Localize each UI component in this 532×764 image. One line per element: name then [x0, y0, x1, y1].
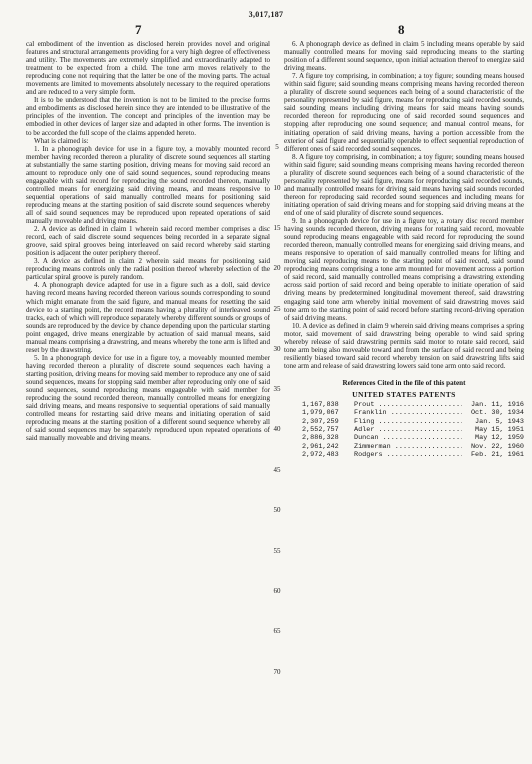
claim-2: 2. A device as defined in claim 1 wherein said record member comprises a disc record, each of said discrete sound sequences being recorded in a separate signal groove, said spiral grooves being interleaved on said record whereby said starting position is adjacent the outer periphery thereof.: [26, 225, 270, 258]
claim-5: 5. In a phonograph device for use in a figure toy, a moveably mounted member having recorded thereon a plurality of discrete sound sequences each having a starting position, driving means for moving said member to reproduce any one of said sound sequences, means for stopping said member after reproducing only one of said sound sequences, sound reproducing means engageable with said member for reproducing the sound recorded thereon, manually controlled means for energizing said driving means, and means responsive to sequential operations of said manually controlled means for restarting said drive means and initiating operation of said reproducing means at the starting position of a different sound sequence whereby all of said sound sequences may be separately reproduced upon repeated operations of said manually moveable and driving means.: [26, 353, 270, 443]
line-number: 25: [273, 305, 281, 313]
inventor-name: Prout .....: [354, 401, 462, 409]
patent-number-cell: 1,979,067: [302, 409, 339, 418]
patent-number-cell: 2,552,757: [302, 425, 339, 434]
claim-3: 3. A device as defined in claim 2 wherein said means for positioning said reproducing means controls only the radial position thereof whereby selection of the particular spiral groove is purely random.: [26, 257, 270, 282]
line-number: 60: [273, 587, 281, 595]
line-number: 50: [273, 506, 281, 514]
patent-number: 3,017,187: [248, 10, 284, 19]
line-number: 30: [273, 345, 281, 353]
line-number: 35: [273, 385, 281, 393]
line-number: 15: [273, 224, 281, 232]
patent-citation-row: [284, 434, 524, 442]
patent-number-cell: 2,972,483: [302, 450, 339, 459]
inventor-name: Franklin .....: [354, 409, 462, 417]
claim-1: 1. In a phonograph device for use in a figure toy, a movably mounted record member having recorded thereon a plurality of discrete sound sequences all starting at substantially the same starting position, driving means for moving said record an amount to reproduce only one of said sound sequences, sound reproducing means engageable with said record for reproducing the sound recorded thereon, manually controlled means for energizing said driving means, and means responsive to sequential operations of said manually controlled means for positioning said reproducing means at the starting position of said discrete sound sequences whereby all of said sound sequences may be reproduced upon repeated operations of said manually moveable and driving means.: [26, 144, 270, 226]
inventor-name: Zimmerman .....: [354, 443, 462, 451]
line-number: 5: [275, 143, 279, 151]
patent-number-cell: 2,886,328: [302, 434, 339, 443]
patent-citation-row: [284, 426, 524, 434]
line-number: 10: [273, 184, 281, 192]
inventor-name: Adler .....: [354, 426, 462, 434]
patent-citation-row: [284, 451, 524, 459]
line-number: 65: [273, 627, 281, 635]
paragraph: It is to be understood that the invention is not to be limited to the precise forms and embodiments as disclosed herein since they are intended to be illustrative of the principles of the invention. The concept and principles of the invention may be embodied in other devices of larger size and adapted in other forms. The invention is to be accorded the full scope of the claims appended hereto.: [26, 96, 270, 137]
patent-date: May 15, 1951: [475, 425, 524, 434]
inventor-name: Rodgers .....: [354, 451, 462, 459]
claim-8: 8. A figure toy comprising, in combination; a toy figure; sounding means housed within said figure; said sounding means comprising means having recorded thereon a plurality of discrete sound sequences each being of a sound characteristic of the personality represented by said figure, means for reproducing said recorded sounds, and manually controlled means for driving said means having said sounds recorded thereon for reproducing said recorded sound sequences and including means for initiating operation of said driving means and for stopping said driving means at the end of one of said plurality of discrete sound sequences.: [284, 152, 524, 217]
patent-date: May 12, 1959: [475, 434, 524, 443]
patent-citation-row: [284, 409, 524, 417]
claim-7: 7. A figure toy comprising, in combination; a toy figure; sounding means housed within said figure; said sounding means comprising means having recorded thereon a plurality of discrete sound sequences each being of a sound characteristic of the personality represented by said figure, means for reproducing said recorded sounds, said sounding means including driving means for said means having sounds recorded thereon for reproducing one of said recorded sound sequences and stopping after reproducing one sound sequence; and manual control means, for initiating operation of said driving means, having a portion accessible from the exterior of said figure and sequentially operable to effect sequential reproduction of different ones of said recorded sound sequences.: [284, 72, 524, 153]
line-number: 55: [273, 547, 281, 555]
claim-4: 4. A phonograph device adapted for use in a figure such as a doll, said device having record means having recorded thereon various sounds corresponding to sound which might emanate from the said figure, and manual means for resetting the said device to a starting point, the record means having a plurality of interleaved sound tracks, each of which will reproduce separately whereby different sounds or groups of sounds are reproduced by the device by chance depending upon the particular starting point engaged, drive means energizable by actuation of said manual means, said manual means comprising a drawstring, and means whereby the tone arm is lifted and reset by the drawstring.: [26, 281, 270, 354]
claim-10: 10. A device as defined in claim 9 wherein said driving means comprises a spring motor, said movement of said drawstring being operable to wind said spring whereby release of said drawstring permits said motor to rotate said record, said tone arm being also moveable toward and from the surface of said record and being resiliently biased toward said record whereby tension on said drawstring lifts said tone arm and release of said drawstring lowers said tone arm onto said record.: [284, 321, 524, 370]
patent-date: Jan. 5, 1943: [475, 417, 524, 426]
patent-citation-row: [284, 401, 524, 409]
patent-citations-list: [284, 401, 524, 459]
claim-9: 9. In a phonograph device for use in a figure toy, a rotary disc record member having sounds recorded thereon, driving means for rotating said record, moveable sound reproducing means engageable with said record for reproducing the sound recorded thereon, manually controlled means for energizing said driving means, and means responsive to operation of said manually controlled means for lifting and moving said reproducing means to the starting point of said record, said sound reproducing means comprising a tone arm mounted for movement across a portion of said record, said manually controlled means comprising a drawstring extending across said portion of said record and being operable to initiate operation of said driving means by predetermined longitudinal movement thereof, said drawstring engaging said tone arm whereby initial movement of said drawstring moves said tone arm to the starting point of said record before starting record-driving operation of said driving means.: [284, 217, 524, 322]
line-number: 70: [273, 668, 281, 676]
patent-citation-row: [284, 443, 524, 451]
patent-citation-row: [284, 418, 524, 426]
patent-date: Feb. 21, 1961: [470, 450, 524, 459]
patent-number-cell: 2,961,242: [302, 442, 339, 451]
claim-6: 6. A phonograph device as defined in claim 5 including means operable by said manually controlled means for moving said reproducing means to the starting position of a different sound sequence, upon initial actuation thereof to energize said driving means.: [284, 40, 524, 73]
inventor-name: Duncan .....: [354, 434, 462, 442]
left-column-number: 7: [135, 22, 142, 37]
line-number: 45: [273, 466, 281, 474]
references-title: References Cited in the file of this patent: [342, 378, 466, 387]
inventor-name: Fling .....: [354, 418, 462, 426]
patent-number-cell: 1,167,838: [302, 401, 339, 410]
right-column: [284, 40, 524, 459]
patent-date: Nov. 22, 1960: [470, 442, 524, 451]
right-column-number: 8: [398, 22, 405, 37]
left-column: [26, 40, 270, 442]
patent-date: Oct. 30, 1934: [470, 409, 524, 418]
line-number: 20: [273, 264, 281, 272]
patent-number-cell: 2,307,259: [302, 417, 339, 426]
line-number: 40: [273, 425, 281, 433]
claims-intro: What is claimed is:: [34, 136, 89, 145]
paragraph: cal embodiment of the invention as disclosed herein provides novel and original features and structural arrangements providing for a very high degree of effectiveness and utility. The movements are extremely simplified and extraordinarily adapted to treatment to be expected from a child. The tone arm moves relatively to the reproducing cone not requiring that the latter be one of the moving parts. The actual movements are limited to movements absolutely necessary to the required operations and are reduced to a very simple form.: [26, 40, 270, 97]
patents-heading: UNITED STATES PATENTS: [352, 389, 456, 399]
patent-date: Jan. 11, 1916: [470, 401, 524, 410]
